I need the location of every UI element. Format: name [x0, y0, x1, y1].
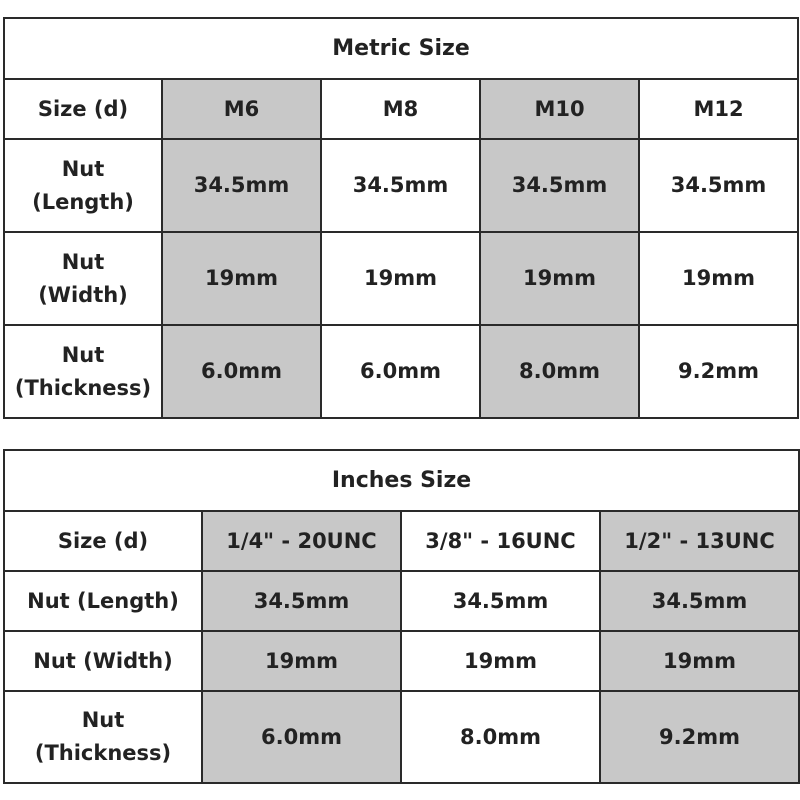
table-header-row: [4, 511, 799, 571]
table-cell: 8.0mm: [401, 691, 600, 783]
row-label: Nut (Length): [4, 139, 162, 232]
table-cell: 34.5mm: [401, 571, 600, 631]
header-cell: 1/4" - 20UNC: [202, 511, 401, 571]
header-cell: Size (d): [4, 79, 162, 139]
table-row: [4, 325, 798, 418]
table-cell: 19mm: [321, 232, 480, 325]
table-row: [4, 631, 799, 691]
table-row: [4, 139, 798, 232]
row-label: Nut (Thickness): [4, 691, 202, 783]
row-label: Nut (Length): [4, 571, 202, 631]
header-cell: 3/8" - 16UNC: [401, 511, 600, 571]
table-title: Metric Size: [4, 18, 798, 79]
table-cell: 9.2mm: [600, 691, 799, 783]
table-cell: 34.5mm: [202, 571, 401, 631]
table-cell: 34.5mm: [480, 139, 639, 232]
table-cell: 6.0mm: [162, 325, 321, 418]
table-cell: 34.5mm: [162, 139, 321, 232]
header-cell: 1/2" - 13UNC: [600, 511, 799, 571]
table-cell: 8.0mm: [480, 325, 639, 418]
table-row: [4, 691, 799, 783]
table-cell: 19mm: [639, 232, 798, 325]
table-cell: 9.2mm: [639, 325, 798, 418]
row-label: Nut (Width): [4, 631, 202, 691]
metric-size-table: [3, 17, 799, 419]
table-cell: 6.0mm: [321, 325, 480, 418]
header-cell: M10: [480, 79, 639, 139]
row-label: Nut (Width): [4, 232, 162, 325]
table-cell: 34.5mm: [639, 139, 798, 232]
table-cell: 34.5mm: [600, 571, 799, 631]
table-row: [4, 571, 799, 631]
header-cell: Size (d): [4, 511, 202, 571]
table-cell: 6.0mm: [202, 691, 401, 783]
table-title: Inches Size: [4, 450, 799, 511]
header-cell: M8: [321, 79, 480, 139]
table-cell: 19mm: [202, 631, 401, 691]
table-cell: 19mm: [480, 232, 639, 325]
header-cell: M12: [639, 79, 798, 139]
table-cell: 19mm: [162, 232, 321, 325]
row-label: Nut (Thickness): [4, 325, 162, 418]
table-row: [4, 232, 798, 325]
table-cell: 34.5mm: [321, 139, 480, 232]
header-cell: M6: [162, 79, 321, 139]
inches-size-table: [3, 449, 800, 784]
table-header-row: [4, 79, 798, 139]
table-cell: 19mm: [401, 631, 600, 691]
table-cell: 19mm: [600, 631, 799, 691]
